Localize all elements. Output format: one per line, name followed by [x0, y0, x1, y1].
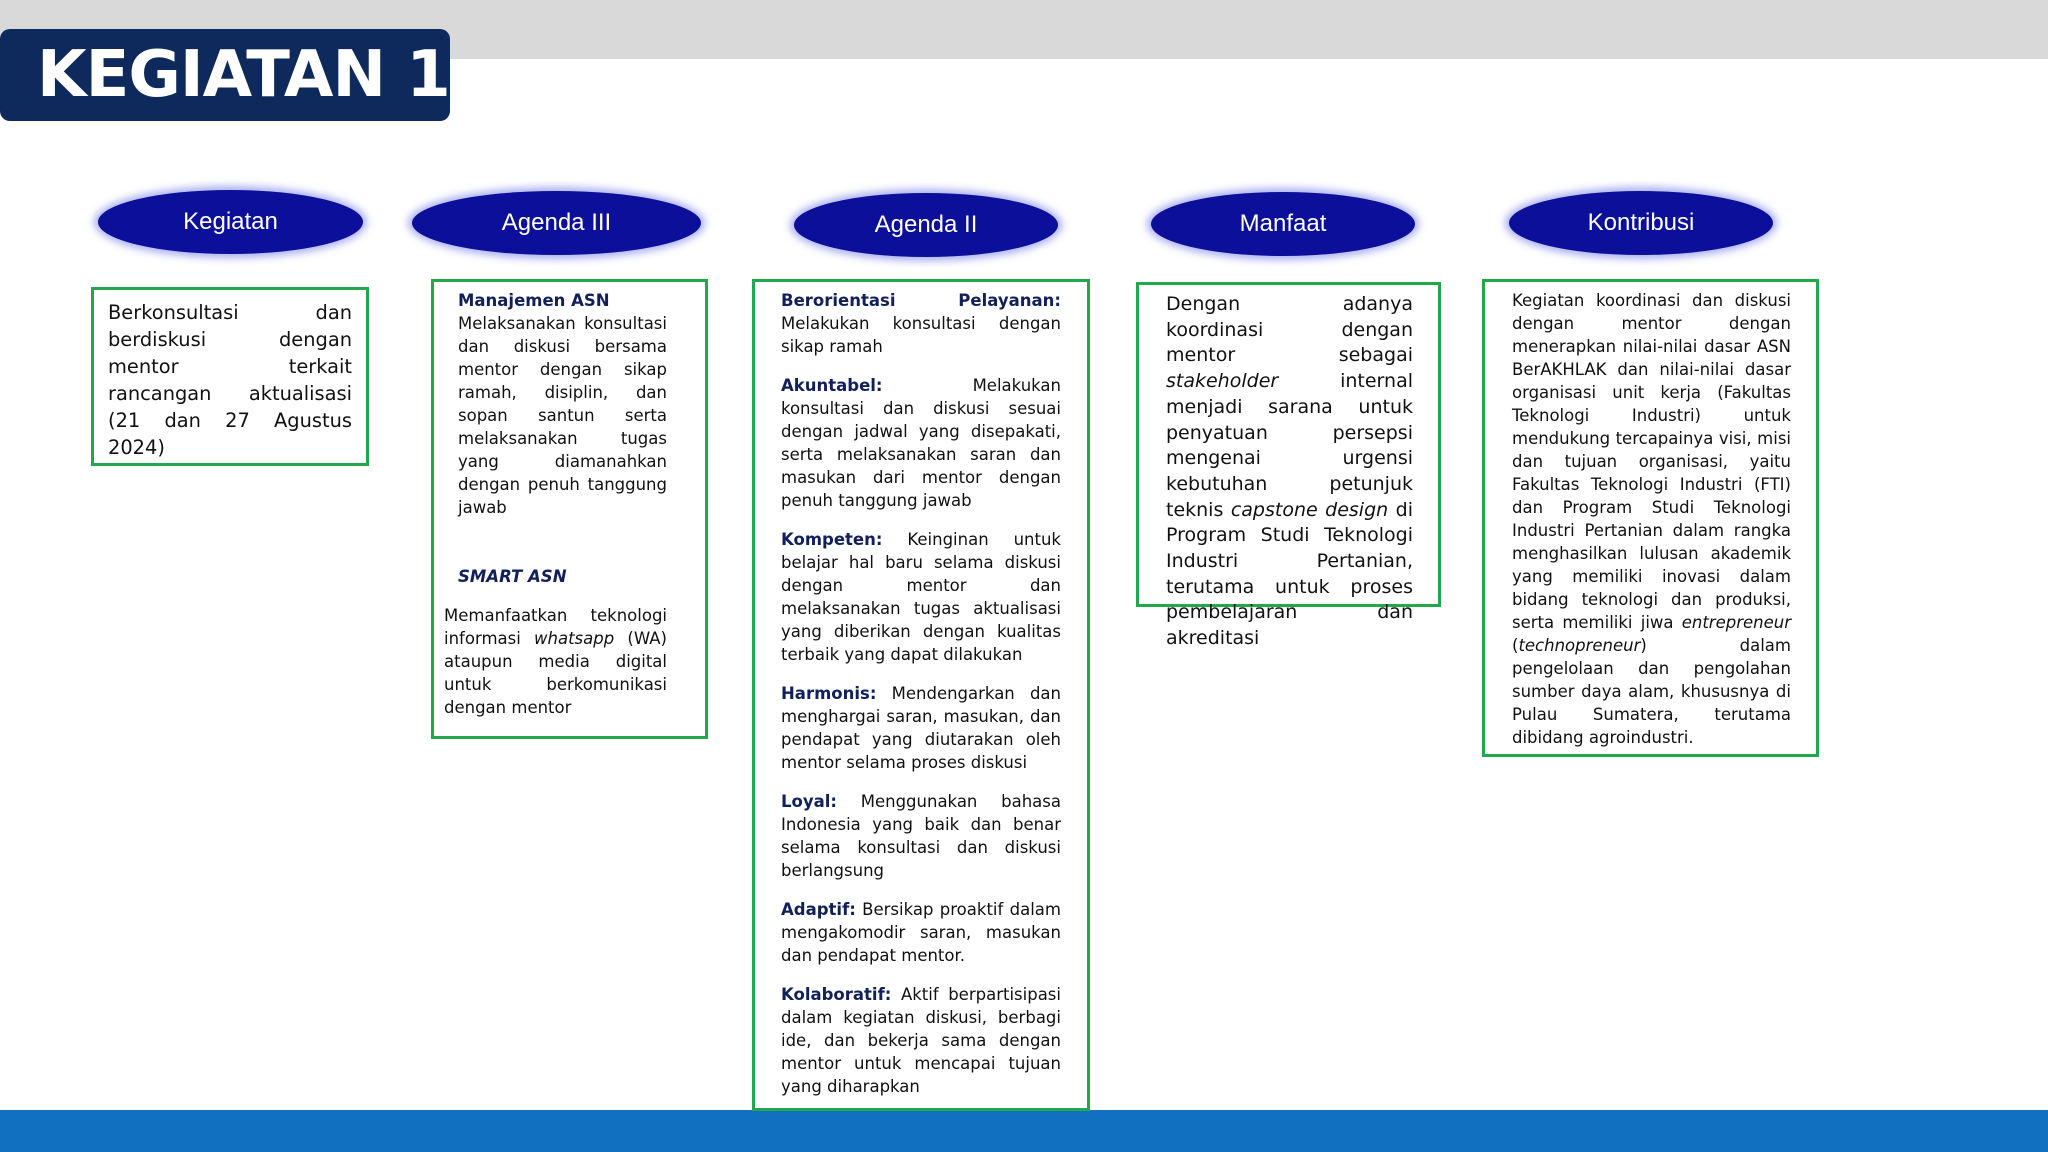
kontribusi-italic-1: entrepreneur	[1681, 613, 1791, 632]
agenda-2-item-key: Kompeten:	[781, 530, 883, 549]
manfaat-text-1: Dengan adanya koordinasi dengan mentor sebagai	[1166, 293, 1413, 367]
header-manfaat	[1151, 192, 1415, 256]
agenda-2-item-key: Kolaboratif:	[781, 985, 892, 1004]
agenda-2-item	[781, 790, 1061, 882]
header-agenda-3-label: Agenda III	[501, 209, 612, 236]
agenda-2-item-text: Melakukan konsultasi dan diskusi sesuai dengan jadwal yang disepakati, serta melaksanakan saran dan masukan dari mentor dengan penuh tanggung jawab	[781, 376, 1061, 510]
agenda-2-item-key: Adaptif:	[781, 900, 856, 919]
agenda-2-item-text: Bersikap proaktif dalam mengakomodir saran, masukan dan pendapat mentor.	[781, 900, 1061, 965]
kontribusi-box	[1482, 279, 1819, 757]
agenda-2-item	[781, 374, 1061, 512]
manfaat-box	[1136, 282, 1441, 650]
agenda-2-item	[781, 983, 1061, 1098]
agenda-3-text-2	[444, 604, 667, 719]
kegiatan-box	[91, 287, 369, 466]
agenda-3-box	[431, 279, 708, 739]
agenda-2-item-key: Harmonis:	[781, 684, 877, 703]
manfaat-text-3: di Program Studi Teknologi Industri Pertanian, terutama untuk proses pembelajaran dan akreditasi	[1166, 498, 1413, 650]
header-agenda-2-label: Agenda II	[874, 211, 978, 238]
agenda-3-text: Melaksanakan konsultasi dan diskusi bersama mentor dengan sikap ramah, disiplin, dan sopan santun serta melaksanakan tugas yang diamanahkan dengan penuh tanggung jawab	[458, 314, 667, 517]
agenda-3-text-2-italic: whatsapp	[534, 629, 615, 648]
agenda-2-item-text: Keinginan untuk belajar hal baru selama diskusi dengan mentor dan melaksanakan tugas aktualisasi yang diberikan dengan kualitas terbaik yang dapat dilakukan	[781, 530, 1061, 664]
agenda-3-text-2-b: (WA) ataupun media digital untuk berkomunikasi dengan mentor	[444, 629, 667, 717]
agenda-2-item-text: Aktif berpartisipasi dalam kegiatan diskusi, berbagi ide, dan bekerja sama dengan mentor untuk mencapai tujuan yang diharapkan	[781, 985, 1061, 1096]
agenda-2-item-key: Berorientasi Pelayanan:	[781, 291, 1061, 310]
agenda-2-item-key: Loyal:	[781, 792, 837, 811]
header-kegiatan	[98, 190, 363, 254]
agenda-2-item-text: Melakukan konsultasi dengan sikap ramah	[781, 314, 1061, 356]
kontribusi-text-1: Kegiatan koordinasi dan diskusi dengan mentor dengan menerapkan nilai-nilai dasar ASN BerAKHLAK dan nilai-nilai dasar organisasi unit kerja (Fakultas Teknologi Industri) untuk mendukung tercapainya visi, misi dan tujuan organisasi, yaitu Fakultas Teknologi Industri (FTI) dan Program Studi Teknologi Industri Pertanian dalam rangka menghasilkan lulusan akademik yang memiliki inovasi dalam bidang teknologi dan produksi, serta memiliki jiwa	[1512, 291, 1791, 632]
agenda-3-subheading: SMART ASN	[458, 567, 567, 586]
kontribusi-text	[1512, 289, 1791, 749]
agenda-2-item	[781, 682, 1061, 774]
header-kontribusi-label: Kontribusi	[1587, 209, 1695, 236]
header-manfaat-label: Manfaat	[1239, 210, 1327, 237]
manfaat-italic-1: stakeholder	[1166, 370, 1279, 393]
agenda-2-box	[752, 279, 1090, 1111]
agenda-2-item-text: Mendengarkan dan menghargai saran, masukan, dan pendapat yang diutarakan oleh mentor selama proses diskusi	[781, 684, 1061, 772]
header-kontribusi	[1509, 191, 1773, 255]
bottom-band	[0, 1110, 2048, 1152]
header-agenda-2	[794, 193, 1058, 257]
header-kegiatan-label: Kegiatan	[183, 208, 278, 235]
manfaat-text	[1166, 292, 1413, 652]
kontribusi-text-2: (	[1512, 636, 1519, 655]
manfaat-italic-2: capstone design	[1230, 498, 1389, 521]
kegiatan-text: Berkonsultasi dan berdiskusi dengan mentor terkait rancangan aktualisasi (21 dan 27 Agustus 2024)	[108, 301, 352, 459]
agenda-2-item	[781, 898, 1061, 967]
page-title: KEGIATAN 1	[37, 38, 450, 112]
agenda-2-item-text: Menggunakan bahasa Indonesia yang baik dan benar selama konsultasi dan diskusi berlangsung	[781, 792, 1061, 880]
title-banner	[0, 29, 450, 121]
agenda-3-heading: Manajemen ASN	[458, 291, 610, 310]
agenda-2-item	[781, 528, 1061, 666]
kontribusi-text-3: ) dalam pengelolaan dan pengolahan sumber daya alam, khususnya di Pulau Sumatera, terutama dibidang agroindustri.	[1512, 636, 1791, 747]
header-agenda-3	[412, 191, 701, 255]
manfaat-text-2: internal menjadi sarana untuk penyatuan persepsi mengenai urgensi kebutuhan petunjuk teknis	[1166, 370, 1413, 521]
kontribusi-italic-2: technopreneur	[1518, 636, 1641, 655]
agenda-2-item	[781, 289, 1061, 358]
agenda-3-text-2-a: Memanfaatkan teknologi informasi	[444, 606, 667, 648]
agenda-2-item-key: Akuntabel:	[781, 376, 883, 395]
